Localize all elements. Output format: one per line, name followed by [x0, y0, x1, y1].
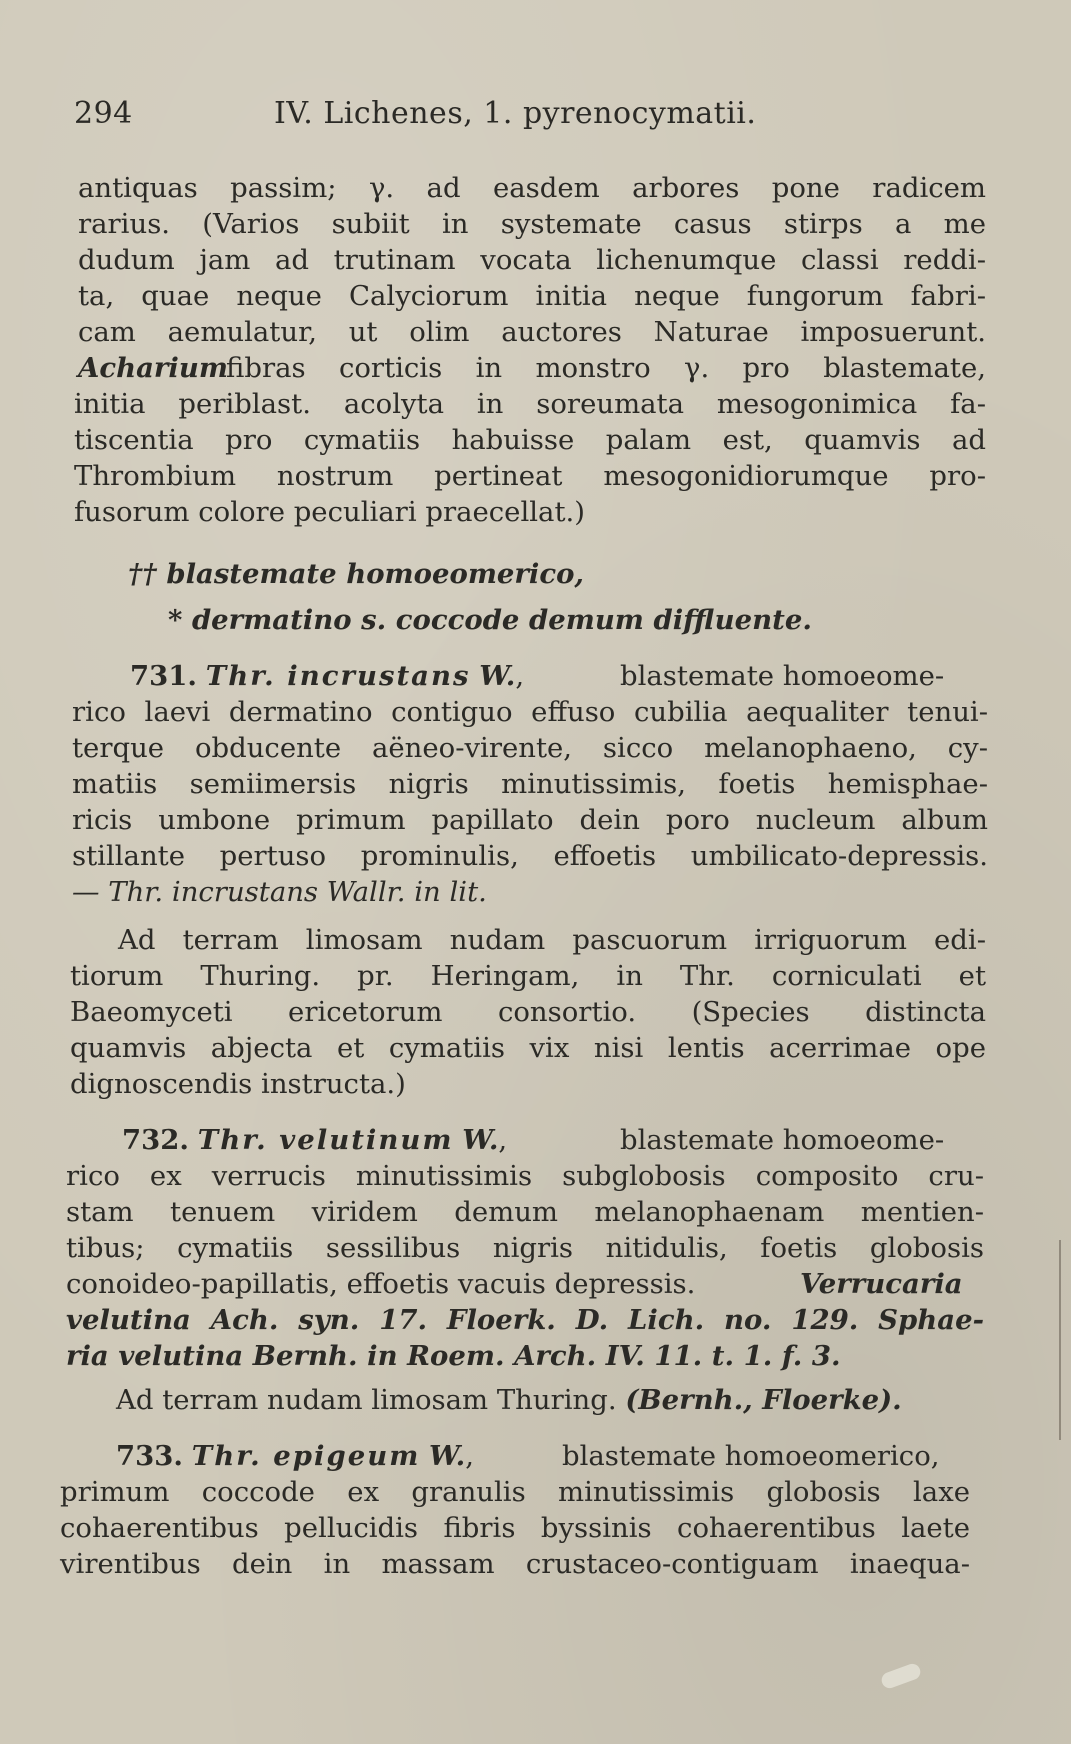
species-line: rico ex verrucis minutissimis subglobosis composito cru- [66, 1160, 984, 1192]
subsection-heading: * dermatino s. coccode demum diffluente. [168, 604, 812, 636]
species-731-heading: 731. Thr. incrustans W., [130, 660, 525, 692]
intro-line: tiscentia pro cymatiis habuisse palam est, quamvis ad [74, 424, 986, 456]
habitat-line: Baeomyceti ericetorum consortio. (Species distincta [70, 996, 986, 1028]
species-line: blastemate homoeomerico, [562, 1440, 940, 1472]
species-line: stillante pertuso prominulis, effoetis umbilicato-depressis. [72, 840, 988, 872]
species-synonym: velutina Ach. syn. 17. Floerk. D. Lich. no. 129. Sphae- [66, 1304, 984, 1336]
habitat-reference: (Bernh., Floerke). [625, 1384, 902, 1416]
intro-line: cam aemulatur, ut olim auctores Naturae imposuerunt. [78, 316, 986, 348]
species-line: conoideo-papillatis, effoetis vacuis depressis. [66, 1268, 696, 1300]
page-number: 294 [74, 96, 133, 131]
paper-stain [879, 1662, 922, 1691]
running-title: IV. Lichenes, 1. pyrenocymatii. [274, 96, 757, 131]
intro-line: rarius. (Varios subiit in systemate casus stirps a me [78, 208, 986, 240]
species-name: Thr. epigeum [191, 1440, 421, 1472]
species-line: virentibus dein in massam crustaceo-contiguam inaequa- [60, 1548, 970, 1580]
habitat-text: Ad terram nudam limosam Thuring. [116, 1384, 617, 1416]
species-line: rico laevi dermatino contiguo effuso cubilia aequaliter tenui- [72, 696, 988, 728]
species-line: terque obducente aëneo-virente, sicco melanophaeno, cy- [72, 732, 988, 764]
species-author: W. [462, 1124, 499, 1156]
species-synonym: Verrucaria [800, 1268, 963, 1300]
species-synonym: ria velutina Bernh. in Roem. Arch. IV. 11. t. 1. f. 3. [66, 1340, 841, 1372]
section-heading: †† blastemate homoeomerico, [128, 558, 585, 590]
habitat-line: quamvis abjecta et cymatiis vix nisi lentis acerrimae ope [70, 1032, 986, 1064]
species-synonym: — Thr. incrustans Wallr. in lit. [72, 876, 487, 908]
species-733-heading: 733. Thr. epigeum W., [116, 1440, 474, 1472]
species-name: Thr. velutinum [197, 1124, 454, 1156]
species-line: ricis umbone primum papillato dein poro nucleum album [72, 804, 988, 836]
intro-line: fusorum colore peculiari praecellat.) [74, 496, 585, 528]
intro-italic-word [78, 350, 228, 386]
species-line: primum coccode ex granulis minutissimis globosis laxe [60, 1476, 970, 1508]
intro-line: Thrombium nostrum pertineat mesogonidiorumque pro- [74, 460, 986, 492]
species-number: 733. [116, 1440, 183, 1472]
species-732-heading: 732. Thr. velutinum W., [122, 1124, 508, 1156]
species-line: blastemate homoeome- [620, 660, 945, 692]
species-author: W. [429, 1440, 466, 1472]
habitat-line: Ad terram limosam nudam pascuorum irriguorum edi- [118, 924, 986, 956]
species-name: Thr. incrustans [205, 660, 471, 692]
intro-line: initia periblast. acolyta in soreumata mesogonimica fa- [74, 388, 986, 420]
page-header [74, 96, 974, 136]
intro-line: antiquas passim; γ. ad easdem arbores pone radicem [78, 172, 986, 204]
species-line: cohaerentibus pellucidis fibris byssinis cohaerentibus laete [60, 1512, 970, 1544]
species-line: stam tenuem viridem demum melanophaenam mentien- [66, 1196, 984, 1228]
species-line: matiis semiimersis nigris minutissimis, foetis hemisphae- [72, 768, 988, 800]
author-name: Acharium [78, 352, 228, 384]
habitat-line: tiorum Thuring. pr. Heringam, in Thr. corniculati et [70, 960, 986, 992]
species-line: tibus; cymatiis sessilibus nigris nitidulis, foetis globosis [66, 1232, 984, 1264]
species-number: 731. [130, 660, 197, 692]
species-author: W. [479, 660, 516, 692]
species-number: 732. [122, 1124, 189, 1156]
intro-line: dudum jam ad trutinam vocata lichenumque classi reddi- [78, 244, 986, 276]
habitat-line: dignoscendis instructa.) [70, 1068, 406, 1100]
page-edge-shadow [1059, 1240, 1061, 1440]
intro-line: fibras corticis in monstro γ. pro blastemate, [226, 352, 986, 384]
habitat-line [116, 1382, 902, 1418]
intro-line: ta, quae neque Calyciorum initia neque fungorum fabri- [78, 280, 986, 312]
species-line: blastemate homoeome- [620, 1124, 945, 1156]
